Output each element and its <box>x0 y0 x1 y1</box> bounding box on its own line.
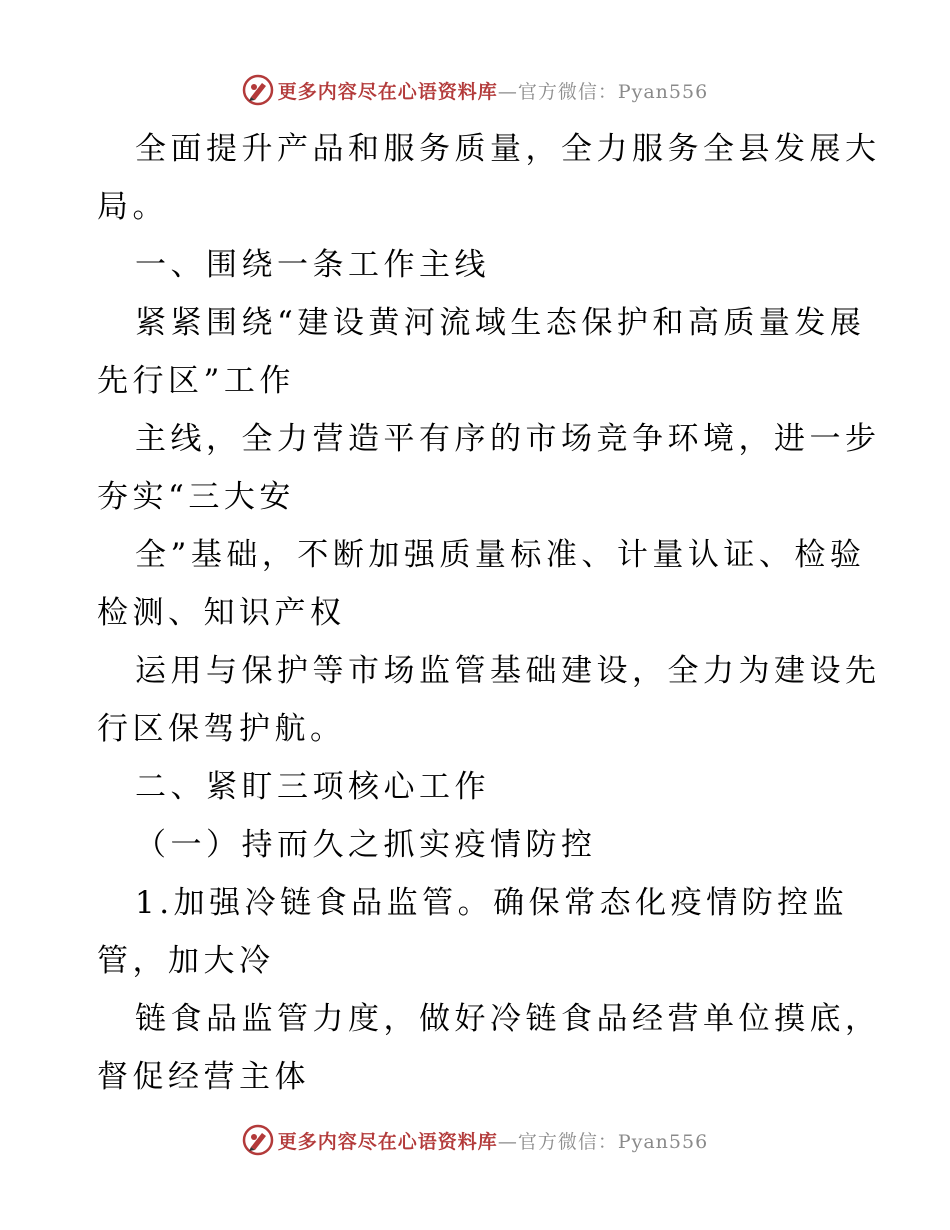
paragraph-line: 主线，全力营造平有序的市场竞争环境，进一步 <box>135 421 881 457</box>
paragraph-line: 全”基础，不断加强质量标准、计量认证、检验 <box>135 537 866 573</box>
footer-banner-content <box>242 1124 708 1156</box>
paragraph-line: 运用与保护等市场监管基础建设，全力为建设先 <box>135 653 881 689</box>
pen-logo-icon <box>242 74 274 106</box>
footer-banner-text <box>278 1127 708 1154</box>
paragraph-line: 全面提升产品和服务质量，全力服务全县发展大 <box>135 131 881 167</box>
header-banner-gray: —官方微信： <box>497 80 618 103</box>
document-body <box>97 120 881 1106</box>
paragraph-line: 先行区”工作 <box>97 363 295 399</box>
footer-banner-gray: —官方微信： <box>497 1130 618 1153</box>
header-banner-content <box>242 74 708 106</box>
header-banner-red: 更多内容尽在心语资料库 <box>277 80 498 103</box>
paragraph-line: 检测、知识产权 <box>97 595 346 631</box>
header-banner <box>0 70 950 110</box>
paragraph-line: 督促经营主体 <box>97 1059 310 1095</box>
paragraph-line: 紧紧围绕“建设黄河流域生态保护和高质量发展 <box>135 305 866 341</box>
footer-banner-red: 更多内容尽在心语资料库 <box>277 1130 498 1153</box>
paragraph-line: 夯实“三大安 <box>97 479 295 515</box>
section-heading: 一、围绕一条工作主线 <box>135 247 490 283</box>
header-banner-id: Pyan556 <box>617 80 709 103</box>
header-banner-text <box>278 77 708 104</box>
footer-banner-id: Pyan556 <box>617 1130 709 1153</box>
pen-logo-icon <box>242 1124 274 1156</box>
paragraph-line: 链食品监管力度，做好冷链食品经营单位摸底， <box>135 1001 881 1037</box>
footer-banner <box>0 1120 950 1160</box>
subsection-heading: （一）持而久之抓实疫情防控 <box>135 827 597 863</box>
paragraph-line: 行区保驾护航。 <box>97 711 346 747</box>
paragraph-line: 局。 <box>97 189 168 225</box>
paragraph-line: 管，加大冷 <box>97 943 275 979</box>
section-heading: 二、紧盯三项核心工作 <box>135 769 490 805</box>
paragraph-line: 1.加强冷链食品监管。确保常态化疫情防控监 <box>135 885 849 921</box>
